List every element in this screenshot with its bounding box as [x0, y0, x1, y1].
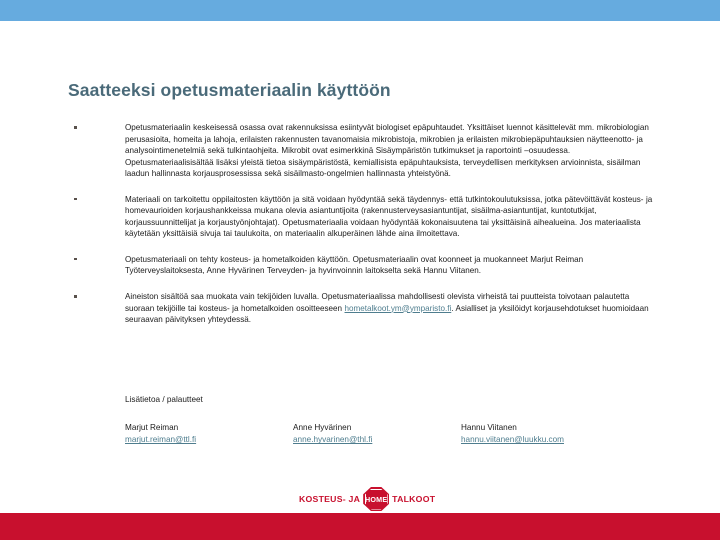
bullet-text: Opetusmateriaalin keskeisessä osassa ovat rakennuksissa esiintyvät biologiset epäpuhtaudet. Yksittäiset luennot käsittelevät mm. mikrobiologian perusasioita, homeita ja lahoja, erilaisten rakennusten tavanomaisia mikrobistoja, mikrobien ja erilaisten mikrobiepäpuhtauksien näytteenotto- ja analysointimenetelmiä sekä tulkintaohjeita. Mikrobit ovat esimerkkinä Sisäympäristön tutkimukset ja raportointi –osuudessa. Opetusmateriaalisisältää lisäksi yleistä tietoa sisäympäristöstä, kemiallisista epäpuhtauksista, terveydellisen merkityksen arvioinnista, sisäilman laadun hallinnasta korjausprosessissa sekä sisäilmasto-ongelmien hallinnasta yhteistyönä. — [125, 123, 649, 179]
contact-column — [125, 422, 293, 447]
bullet-dot-icon — [74, 258, 77, 261]
kosteus-ja-hometalkoot-logo — [299, 486, 435, 512]
list-item — [68, 122, 658, 180]
contact-name: Anne Hyvärinen — [293, 423, 352, 432]
bullet-dot-icon — [74, 198, 77, 201]
bullet-dot-icon — [74, 126, 77, 129]
bullet-text: Materiaali on tarkoitettu oppilaitosten käyttöön ja sitä voidaan hyödyntää sekä täydennys- että tutkintokoulutuksissa, jotka pätevöittävät kosteus- ja homevaurioiden korjaushankkeissa mukana olevia asiantuntijoita (rakennusterveysasiantuntijat, sisäilma-asiantuntijat, kuntotutkijat, korjaussuunnittelijat ja korjaustyönjohtajat). Opetusmateriaalia voidaan hyödyntää kokonaisuutena tai yksittäisinä aihealueina. Jos materiaalista käytetään yksittäisiä sivuja tai taulukoita, on materiaalin alkuperäinen lähde aina ilmoitettava. — [125, 194, 653, 239]
contact-name: Hannu Viitanen — [461, 423, 517, 432]
contact-email-link[interactable]: marjut.reiman@ttl.fi — [125, 435, 197, 445]
contacts-heading: Lisätietoa / palautteet — [125, 395, 203, 404]
contact-email-link[interactable]: hannu.viitanen@luukku.com — [461, 435, 564, 445]
feedback-email-link[interactable]: hometalkoot.ym@ymparisto.fi — [344, 303, 452, 313]
bullet-text-before-link: Aineiston sisältöä saa muokata vain tekijöiden luvalla. Opetusmateriaalissa mahdollisesti olevista virheistä tai puutteista toivotaan palautetta suoraan tekijöille tai kosteus- ja hometalkoiden osoitteeseen — [125, 292, 630, 313]
contact-column — [293, 422, 461, 447]
bullet-text-after-link: . Asialliset ja yksilöidyt korjausehdotukset huomioidaan seuraavan päivityksen yhteydessä. — [125, 303, 649, 325]
contact-column — [461, 422, 629, 447]
list-item — [68, 291, 658, 326]
page-title: Saatteeksi opetusmateriaalin käyttöön — [68, 80, 391, 100]
list-item — [68, 254, 658, 277]
logo-badge-text: HOME — [364, 494, 388, 504]
bullet-text: Opetusmateriaali on tehty kosteus- ja hometalkoiden käyttöön. Opetusmateriaalin ovat koonneet ja muokanneet Marjut Reiman Työterveyslaitoksesta, Anne Hyvärinen Terveyden- ja hyvinvoinnin laitokselta sekä Hannu Viitanen. — [125, 254, 584, 276]
top-accent-bar — [0, 0, 720, 21]
bullet-dot-icon — [74, 295, 77, 298]
logo-text-left: KOSTEUS- JA — [299, 494, 361, 504]
list-item — [68, 194, 658, 240]
stop-sign-octagon-icon — [363, 487, 389, 511]
bullet-text-with-link — [125, 291, 658, 326]
bottom-accent-bar — [0, 513, 720, 540]
bullet-list — [68, 122, 658, 340]
contact-name: Marjut Reiman — [125, 423, 179, 432]
contact-email-link[interactable]: anne.hyvarinen@thl.fi — [293, 435, 373, 445]
contacts-block — [125, 422, 645, 447]
logo-text-right: TALKOOT — [392, 494, 436, 504]
